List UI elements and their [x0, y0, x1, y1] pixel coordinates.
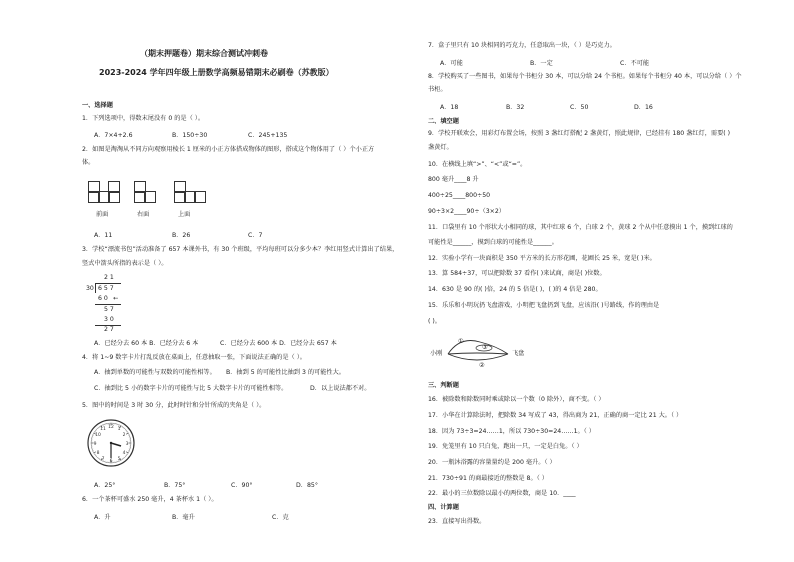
question-11: 11．口袋里有 10 个形状大小相同的球，其中红球 6 个，白球 2 个，黄球 2 个从中任意摸出 1 个，摸到红球的 [428, 224, 733, 231]
figure-label-frisbee: 飞盘 [512, 350, 525, 357]
clock-tick [126, 431, 127, 432]
q5-option-c: C．90° [231, 482, 253, 489]
svg-text:4: 4 [122, 451, 126, 456]
route-1-label: ① [458, 338, 464, 345]
q10-item-a: 800 毫升____8 升 [428, 176, 479, 183]
label-right: 右面 [137, 211, 150, 218]
question-13: 13．算 584÷37，可以把除数 37 看作( )来试商，商是( )位数。 [428, 270, 606, 277]
question-14: 14．630 是 90 的( )倍，24 的 5 倍是( )，( )的 4 倍是 280。 [428, 286, 602, 293]
question-2: 2．如图是淘淘从不同方向观察用棱长 1 厘米的小正方体搭成物体的图形，搭成这个物体用了（ ）个小正方 [82, 146, 375, 153]
question-10: 10．在横线上填“>”、“<”或“=”。 [428, 161, 527, 168]
section-calc: 四、计算题 [428, 504, 459, 511]
q8-option-b: B．32 [506, 104, 525, 111]
title-line-1: （期末押题卷）期末综合测试冲刺卷 [140, 49, 268, 58]
question-8-cont: 书柜。 [428, 86, 447, 93]
svg-text:3: 3 [125, 442, 129, 447]
q7-option-c: C．不可能 [620, 60, 650, 67]
question-16: 16．被除数和除数同时乘或除以一个数（0 除外），商不变。（ ） [428, 396, 605, 403]
q5-option-a: A．25° [94, 482, 116, 489]
clock-tick [124, 457, 125, 458]
q7-option-b: B．一定 [530, 60, 553, 67]
question-1: 1．下列选项中，得数末尾没有 0 的是（ ）。 [82, 115, 205, 122]
question-21: 21．730÷91 的商最接近的整数是 8。（ ） [428, 475, 548, 482]
question-23: 23．直接写出得数。 [428, 518, 486, 525]
question-7: 7．盒子里只有 10 块相同的巧克力，任意取出一块，（ ）是巧克力。 [428, 42, 616, 49]
route-2-label: ② [479, 362, 485, 369]
q4-option-d: D．以上说法都不对。 [310, 385, 371, 392]
q3-options-ab: A．已经分去 60 本 B．已经分去 6 本 [94, 340, 199, 347]
q7-option-a: A．可能 [440, 60, 463, 67]
route-3-label: ③ [482, 344, 488, 351]
q5-option-b: B．75° [164, 482, 186, 489]
q6-option-b: B．毫升 [172, 514, 195, 521]
clock-tick [126, 454, 127, 455]
svg-text:9: 9 [93, 442, 97, 447]
question-11-cont: 可能性是______，摸到白球的可能性是______。 [428, 239, 558, 246]
question-4: 4．将 1~9 数字卡片打乱反放在桌面上，任意抽取一张，下面说法正确的是（ ）。 [82, 354, 306, 361]
svg-text:10: 10 [95, 433, 101, 438]
q1-option-a: A．7×4+2.6 [94, 132, 133, 139]
question-15: 15．乐乐和小明玩扔飞盘游戏，小明把飞盘扔到飞盘，应该沿( )号路线，作的理由是 [428, 302, 660, 309]
question-8: 8．学校购买了一些图书，如果每个书柜分 30 本，可以分给 24 个书柜。如果每个书柜分 40 本，可以分给（ ）个 [428, 73, 742, 80]
division-step-2: 3 0 [104, 316, 114, 323]
division-dividend: 6 5 7 [98, 285, 114, 292]
q2-option-b: B．26 [172, 232, 191, 239]
clock-tick [122, 427, 123, 428]
q8-option-c: C．50 [570, 104, 589, 111]
svg-text:5: 5 [117, 457, 121, 462]
section-choice: 一、选择题 [82, 102, 113, 109]
division-divisor: 30 [86, 285, 94, 292]
svg-text:6: 6 [109, 459, 113, 464]
q2-option-c: C．7 [248, 232, 263, 239]
division-step-1: 6 0 [98, 295, 108, 302]
question-19: 19．免笼里有 10 只白兔，跑出一只，一定是白兔。（ ） [428, 443, 583, 450]
clock-tick [99, 458, 100, 459]
q1-option-c: C．245+135 [248, 132, 288, 139]
q5-option-d: D．85° [296, 482, 318, 489]
q10-item-b: 400÷25____800÷50 [428, 192, 491, 199]
label-top: 上面 [178, 211, 191, 218]
clock-tick [98, 457, 99, 458]
question-12: 12．实验小学有一块面积是 350 平方米的长方形花圃，花圃长 25 米，宽是( )米。 [428, 255, 656, 262]
question-3-cont: 竖式中箭头所指的表示是（ ）。 [82, 260, 168, 267]
label-front: 前面 [96, 211, 109, 218]
question-22: 22．最小的三位数除以最小的两位数，商是 10．____ [428, 490, 576, 497]
q2-option-a: A．11 [94, 232, 113, 239]
clock-tick [125, 430, 126, 431]
q8-option-a: A．18 [440, 104, 459, 111]
svg-text:2: 2 [122, 433, 126, 438]
question-6: 6．一个茶杯可盛水 250 毫升，4 茶杯水 1（ ）。 [82, 496, 218, 503]
clock-figure [86, 418, 136, 468]
clock-tick [122, 458, 123, 459]
svg-text:12: 12 [108, 425, 114, 430]
svg-text:8: 8 [96, 451, 100, 456]
division-quotient: 2 1 [104, 274, 114, 281]
question-9: 9．学校开联欢会，用彩灯布置会场，按照 3 盏红灯搭配 2 盏黄灯，照此规律，已经挂有 180 盏红灯，需要( ) [428, 130, 731, 137]
q4-option-c: C．抽到比 5 小的数字卡片的可能性与比 5 大数字卡片的可能性相等。 [94, 385, 288, 392]
question-5: 5．图中的时间是 3 时 30 分，此时时针和分针所成的夹角是（ ）。 [82, 402, 266, 409]
clock-tick [96, 430, 97, 431]
clock-tick [126, 433, 128, 434]
svg-text:1: 1 [117, 427, 121, 432]
division-remainder-1: 5 7 [104, 306, 114, 313]
q10-item-c: 90÷3×2____90÷（3×2） [428, 208, 505, 215]
q1-option-b: B．150÷30 [172, 132, 208, 139]
clock-tick [124, 428, 125, 429]
clock-tick [98, 428, 99, 429]
question-20: 20．一瓶沐浴露的容量量约是 200 毫升。（ ） [428, 459, 556, 466]
clock-tick [126, 452, 128, 453]
q3-options-cd: C．已经分去 600 本 D．已经分去 657 本 [220, 340, 337, 347]
question-9-cont: 盏黄灯。 [428, 144, 453, 151]
question-15-cont: ( )。 [428, 318, 441, 325]
question-17: 17．小华在计算除法时，把除数 34 写成了 43，得出商为 21，正确的商一定比 21 大。（ ） [428, 412, 683, 419]
q4-option-a: A．抽到单数的可能性与双数的可能性相等。 [94, 369, 216, 376]
question-3: 3．学校“漂流书包”活动准备了 657 本课外书，有 30 个班级，平均每班可以分多少本？李红用竖式计算出了结果， [82, 246, 399, 253]
svg-text:11: 11 [100, 427, 106, 432]
q8-option-d: D．16 [634, 104, 653, 111]
clock-tick [94, 452, 96, 453]
arrow-icon: ← [113, 295, 119, 302]
division-remainder-2: 2 7 [104, 326, 114, 333]
clock-tick [95, 431, 96, 432]
section-judge: 三、判断题 [428, 382, 459, 389]
title-line-2: 2023-2024 学年四年级上册数学高频易错期末必刷卷（苏教版） [99, 68, 334, 77]
q6-option-c: C．克 [272, 514, 289, 521]
svg-text:7: 7 [101, 457, 105, 462]
q4-option-b: B．抽到 5 的可能性比抽到 3 的可能性大。 [226, 369, 345, 376]
question-18: 18．因为 73÷3=24……1，所以 730÷30=24……1。（ ） [428, 428, 595, 435]
q6-option-a: A．升 [94, 514, 111, 521]
figure-label-xiaogang: 小刚 [430, 350, 443, 357]
section-fill: 二、填空题 [428, 118, 459, 125]
question-2-cont: 体。 [82, 159, 95, 166]
